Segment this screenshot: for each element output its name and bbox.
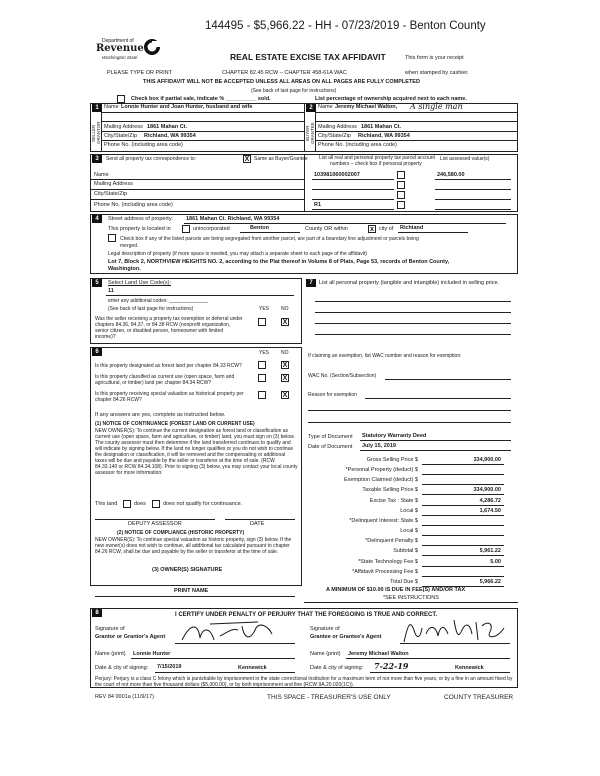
- city-value[interactable]: Richland: [400, 225, 424, 231]
- buyer-mailing[interactable]: 1861 Mahan Ct.: [361, 124, 402, 130]
- logo-line3: Washington State: [102, 55, 138, 60]
- tax-row-value[interactable]: 4,286.72: [479, 497, 501, 504]
- county-value[interactable]: Benton: [250, 225, 269, 231]
- tax-row-value[interactable]: 5,966.22: [479, 578, 501, 585]
- land-use-code[interactable]: 11: [108, 288, 114, 294]
- same-as-buyer-checkbox[interactable]: X: [244, 156, 250, 163]
- buyer-phone-label: Phone No. (including area code): [318, 142, 397, 148]
- grantee-date-city-label: Date & city of signing:: [310, 665, 364, 671]
- tax-row-label: Total Due $: [390, 578, 418, 585]
- warning-line: THIS AFFIDAVIT WILL NOT BE ACCEPTED UNLESS ALL AREAS ON ALL PAGES ARE FULLY COMPLETED: [143, 79, 420, 85]
- tax-row-value[interactable]: 5.00: [490, 558, 501, 565]
- grantee-signature[interactable]: [400, 616, 510, 646]
- form-revision: REV 84 0001a (11/9/17): [95, 694, 154, 700]
- perjury-notice: Perjury: Perjury is a class C felony which is punishable by imprisonment in the state correctional institution for a maximum term of not more than five years, or by a fine in an amount fixed by the court of not more than five thousand dollars ($5,000.00), or by both imprisonment and fine (RCW 9A.20.020(1C)).: [95, 676, 513, 688]
- chapter-line: CHAPTER 82.45 RCW – CHAPTER 458-61A WAC: [222, 70, 347, 76]
- section-3-number: 3: [92, 155, 102, 163]
- section-6-yes: YES: [259, 350, 270, 356]
- doc-date[interactable]: July 15, 2019: [362, 443, 396, 449]
- current-use-no-checkbox[interactable]: X: [282, 375, 288, 382]
- grantee-name-label: Name (print): [310, 651, 341, 657]
- tax-row-value[interactable]: 1,674.50: [479, 507, 501, 514]
- form-title: REAL ESTATE EXCISE TAX AFFIDAVIT: [230, 52, 386, 62]
- tax-row-label: *Affidavit Processing Fee $: [352, 568, 418, 575]
- tax-row-label: Taxable Selling Price $: [362, 487, 418, 494]
- personal-property-checkbox-3[interactable]: [397, 191, 405, 199]
- section-5-no: NO: [281, 306, 289, 312]
- tax-row-label: Local $: [400, 528, 418, 535]
- located-in-label: This property is located in: [108, 226, 171, 232]
- tax-row-line: [422, 576, 504, 577]
- grantor-name-label: Name (print): [95, 651, 126, 657]
- grantor-date[interactable]: 7/15/2019: [157, 664, 182, 670]
- tax-row-label: Excise Tax : State $: [369, 497, 418, 504]
- seller-side-label: SELLER GRANTOR: [91, 121, 101, 145]
- tax-row-line: [422, 555, 504, 556]
- tax-row-label: Local $: [400, 507, 418, 514]
- does-label: does: [134, 501, 146, 507]
- list-percentage-note: List percentage of ownership acquired next to each name.: [315, 96, 467, 102]
- additional-codes-label: enter any additional codes: ______________: [108, 298, 209, 304]
- grantee-agent-label: Grantee or Grantee's Agent: [310, 634, 382, 640]
- personal-property-checkbox-4[interactable]: [397, 201, 405, 209]
- grantor-signature-of: Signature of: [95, 626, 125, 632]
- historic-question: Is this property receiving special valuation as historical property per chapter 84.26 RCW?: [95, 391, 244, 403]
- street-address[interactable]: 1861 Mahan Ct. Richland, WA 99354: [186, 216, 280, 222]
- does-not-label: does not qualify for continuance.: [163, 501, 243, 507]
- legal-description-2[interactable]: Washington.: [108, 266, 141, 272]
- grantee-date[interactable]: 7-22-19: [374, 661, 409, 671]
- doc-date-label: Date of Document: [308, 444, 353, 450]
- historic-yes-checkbox[interactable]: [258, 391, 266, 399]
- grantor-name-print[interactable]: Lonnie Hunter: [133, 651, 171, 657]
- certify-statement: I CERTIFY UNDER PENALTY OF PERJURY THAT THE FOREGOING IS TRUE AND CORRECT.: [175, 612, 438, 618]
- tax-row-line: [422, 464, 504, 465]
- personal-property-checkbox-1[interactable]: [397, 171, 405, 179]
- type-or-print: PLEASE TYPE OR PRINT: [107, 70, 173, 76]
- tax-row-value[interactable]: 334,900.00: [473, 487, 501, 494]
- section-6-number: 6: [92, 348, 102, 356]
- notice-1-title: (1) NOTICE OF CONTINUANCE (FOREST LAND OR CURRENT USE): [95, 421, 255, 427]
- land-use-label: Select Land Use Code(s):: [108, 280, 171, 286]
- tax-row-label: Subtotal $: [393, 548, 418, 555]
- parcel-number-1[interactable]: 103981060002007: [314, 172, 360, 178]
- receipt-note-2: when stamped by cashier.: [405, 70, 469, 76]
- buyer-city-label: City/State/Zip: [318, 133, 352, 139]
- street-address-label: Street address of property:: [108, 216, 174, 222]
- tax-row-line: [422, 545, 504, 546]
- send-correspondence-label: Send all property tax correspondence to:: [106, 156, 197, 162]
- section-1-number: 1: [92, 104, 102, 112]
- assessor-date-label: DATE: [250, 521, 265, 527]
- section-5-see-back: (See back of last page for instructions): [108, 306, 194, 312]
- current-use-yes-checkbox[interactable]: [258, 374, 266, 382]
- tax-row-line: [422, 535, 504, 536]
- doc-type[interactable]: Statutory Warranty Deed: [362, 433, 427, 439]
- unincorporated-label: unincorporated: [193, 226, 230, 232]
- tax-row-label: Gross Selling Price $: [366, 457, 418, 463]
- send-name-label: Name: [94, 172, 109, 178]
- grantor-signature[interactable]: [180, 618, 290, 646]
- forest-land-question: Is this property designated as forest land per chapter 84.33 RCW?: [95, 363, 242, 369]
- assessed-header: List assessed value(s): [440, 156, 490, 162]
- county-or-within: County OR within: [305, 226, 348, 232]
- send-mailing-label: Mailing Address: [94, 181, 133, 187]
- exemption-claim-label: If claiming an exemption, list WAC number and reason for exemption:: [308, 353, 462, 359]
- reason-label: Reason for exemption: [308, 392, 357, 398]
- if-yes-instructions: If any answers are yes, complete as instructed below.: [95, 412, 226, 418]
- tax-row-label: Exemption Claimed (deduct) $: [344, 477, 418, 484]
- parcel-header-2: numbers – check box if personal property: [330, 161, 422, 167]
- tax-row-line: [422, 494, 504, 495]
- recording-stamp: 144495 - $5,966.22 - HH - 07/23/2019 - Benton County: [205, 20, 486, 32]
- notice-2-title: (2) NOTICE OF COMPLIANCE (HISTORIC PROPERTY): [117, 530, 245, 536]
- personal-property-checkbox-2[interactable]: [397, 181, 405, 189]
- logo-emblem-icon: [143, 38, 161, 56]
- exemption-question: Was the seller receiving a property tax exemption or deferral under chapters 84.36, 84.37, or 84.38 RCW (nonprofit organization, senior citizen, or disabled person, homeowner with limited income)?: [95, 316, 243, 340]
- tax-row-line: [422, 474, 504, 475]
- grantee-name-print[interactable]: Jeremy Michael Walton: [348, 651, 409, 657]
- buyer-side-label: BUYER GRANTEE: [305, 122, 315, 144]
- city-of-label: city of: [379, 226, 394, 232]
- section-4-number: 4: [92, 215, 102, 223]
- legal-description-1[interactable]: Lot 7, Block 2, NORTHVIEW HEIGHTS NO. 2, according to the Plat thereof in Volume 8 of Plats, Page 53, records of Benton County,: [108, 259, 450, 265]
- seller-city[interactable]: Richland, WA 99354: [144, 133, 196, 139]
- tax-row-line: [422, 566, 504, 567]
- tax-row-line: [422, 525, 504, 526]
- seller-mailing-label: Mailing Address: [104, 124, 143, 130]
- send-phone-label: Phone No. (including area code): [94, 202, 173, 208]
- buyer-name-handwritten: A single man: [410, 102, 463, 111]
- partial-sale-label: Check box if partial sale, indicate % __________ sold.: [131, 96, 271, 102]
- tax-row-value[interactable]: 334,900.00: [473, 457, 501, 463]
- tax-row-label: *State Technology Fee $: [358, 558, 418, 565]
- section-2-number: 2: [306, 104, 316, 112]
- logo-line2: Revenue: [96, 43, 144, 54]
- section-7-number: 7: [306, 279, 316, 287]
- print-name-label: PRINT NAME: [174, 588, 209, 594]
- doc-type-label: Type of Document: [308, 434, 353, 440]
- parcel-header-1: List all real and personal property tax parcel account: [319, 155, 435, 161]
- notice-1-body: NEW OWNER(S): To continue the current designation as forest land or classification as current use (open space, farm and agriculture, or timber) land, you must sign on (3) below. The county assessor must then determine if the land transferred continues to qualify and will indicate by signing below. If the land no longer qualifies or you do not wish to continue the designation or classification, it will be removed and the compensating or additional taxes will be due and payable by the seller or transferor at the time of sale. (RCW 84.33.140 or RCW 84.34.108). Prior to signing (3) below, you may contact your local county assessor for more information.: [95, 428, 298, 476]
- grantee-city[interactable]: Kennewick: [455, 665, 484, 671]
- forest-yes-checkbox[interactable]: [258, 361, 266, 369]
- minimum-fee-note: A MINIMUM OF $10.00 IS DUE IN FEE(S) AND/OR TAX: [326, 587, 466, 593]
- land-does-checkbox[interactable]: [123, 500, 131, 508]
- same-as-buyer-label: Same as Buyer/Grantee: [254, 156, 308, 162]
- tax-row-line: [422, 505, 504, 506]
- segregated-label: Check box if any of the listed parcels are being segregated from another parcel, are part of a boundary line adjustment or parcels being: [120, 236, 419, 242]
- section-6-no: NO: [281, 350, 289, 356]
- grantor-city[interactable]: Kennewick: [238, 665, 267, 671]
- treasurer-use-only: THIS SPACE - TREASURER'S USE ONLY: [267, 694, 391, 701]
- tax-row-line: [422, 515, 504, 516]
- exemption-no-checkbox[interactable]: X: [282, 319, 288, 326]
- tax-row-label: *Delinquent Penalty $: [365, 538, 418, 545]
- notice-2-body: NEW OWNER(S): To continue special valuation as historic property, sign (3) below. If the new owner(s) does not wish to continue, all additional tax calculated pursuant to chapter 84.26 RCW, shall be due and payable by the seller or transferor at the time of sale.: [95, 537, 292, 555]
- tax-row-value[interactable]: 5,961.22: [479, 548, 501, 555]
- partial-sale-checkbox[interactable]: [117, 95, 125, 103]
- grantor-agent-label: Grantor or Grantor's Agent: [95, 634, 166, 640]
- logo-line1: Department of: [102, 38, 134, 44]
- buyer-city[interactable]: Richland, WA 99354: [358, 133, 410, 139]
- buyer-name[interactable]: Jeremy Michael Walton,: [335, 104, 398, 110]
- seller-phone-label: Phone No. (including area code): [104, 142, 183, 148]
- legal-description-label: Legal description of property (if more space is needed, you may attach a separate sheet to each page of the affidavit): [108, 251, 367, 257]
- merged-label: merged.: [120, 243, 139, 249]
- grantor-date-city-label: Date & city of signing:: [95, 665, 149, 671]
- grantee-signature-of: Signature of: [310, 626, 340, 632]
- tax-row-label: *Delinquent Interest: State $: [349, 517, 418, 524]
- seller-name-label: Name: [104, 104, 119, 110]
- seller-name[interactable]: Lonnie Hunter and Joan Hunter, husband and wife: [121, 104, 253, 110]
- buyer-mailing-label: Mailing Address: [318, 124, 357, 130]
- current-use-question: Is this property classified as current use (open space, farm and agricultural, or timber) land per chapter 84.34 RCW?: [95, 374, 235, 386]
- unincorporated-checkbox[interactable]: [182, 225, 190, 233]
- send-city-label: City/State/Zip: [94, 191, 128, 197]
- see-instructions-note: *SEE INSTRUCTIONS: [383, 595, 439, 601]
- see-back-note: (See back of last page for instructions): [251, 88, 337, 94]
- section-5-number: 5: [92, 279, 102, 287]
- dor-logo: [92, 38, 162, 68]
- receipt-note-1: This form is your receipt: [405, 55, 464, 61]
- tax-row-line: [422, 484, 504, 485]
- wac-number-label: WAC No. (Section/Subsection): [308, 373, 377, 379]
- owner-signature-label: (3) OWNER(S) SIGNATURE: [152, 567, 223, 573]
- historic-no-checkbox[interactable]: X: [282, 392, 288, 399]
- section-5-yes: YES: [259, 306, 270, 312]
- section-8-number: 8: [92, 609, 102, 617]
- city-checkbox[interactable]: x: [368, 225, 376, 233]
- forest-no-checkbox[interactable]: X: [282, 362, 288, 369]
- deputy-assessor-label: DEPUTY ASSESSOR: [128, 521, 182, 527]
- segregated-checkbox[interactable]: [108, 234, 116, 242]
- personal-property-label: List all personal property (tangible and intangible) included in selling price.: [319, 280, 500, 286]
- assessed-value-1[interactable]: 246,580.00: [437, 172, 465, 178]
- seller-mailing[interactable]: 1861 Mahan Ct.: [147, 124, 188, 130]
- parcel-r1[interactable]: R1: [314, 202, 322, 208]
- this-land-label: This land: [95, 501, 118, 507]
- buyer-name-label: Name: [318, 104, 333, 110]
- county-treasurer-label: COUNTY TREASURER: [444, 694, 514, 701]
- land-does-not-checkbox[interactable]: [152, 500, 160, 508]
- exemption-yes-checkbox[interactable]: [258, 318, 266, 326]
- seller-city-label: City/State/Zip: [104, 133, 138, 139]
- tax-row-label: *Personal Property (deduct) $: [345, 467, 418, 474]
